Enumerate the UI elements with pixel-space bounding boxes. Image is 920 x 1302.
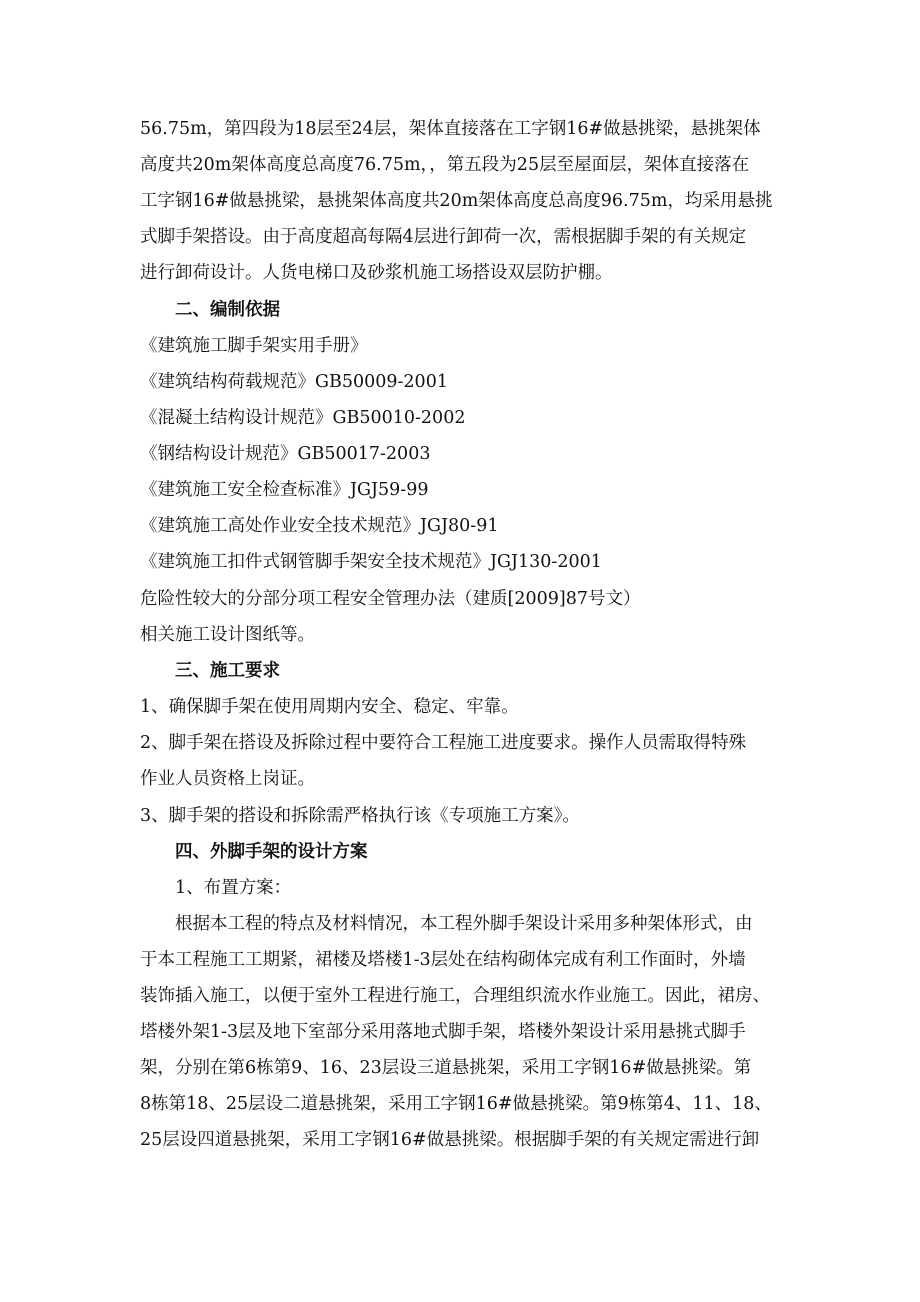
intro-line: 工字钢16#做悬挑梁，悬挑架体高度共20m架体高度总高度96.75m，均采用悬挑 — [140, 191, 773, 211]
reference-item: 相关施工设计图纸等。 — [140, 625, 315, 645]
reference-item: 《建筑结构荷载规范》GB50009-2001 — [140, 372, 448, 392]
reference-item: 危险性较大的分部分项工程安全管理办法（建质[2009]87号文） — [140, 589, 641, 609]
requirement-item: 3、脚手架的搭设和拆除需严格执行该《专项施工方案》。 — [140, 806, 580, 826]
design-paragraph-line: 于本工程施工工期紧，裙楼及塔楼1-3层处在结构砌体完成有利工作面时，外墙 — [140, 950, 746, 970]
design-paragraph-line: 架，分别在第6栋第9、16、23层设三道悬挑架，采用工字钢16#做悬挑梁。第 — [140, 1058, 752, 1078]
reference-item: 《建筑施工高处作业安全技术规范》JGJ80-91 — [140, 516, 499, 536]
reference-item: 《混凝土结构设计规范》GB50010-2002 — [140, 408, 466, 428]
design-paragraph-line: 8栋第18、25层设二道悬挑架，采用工字钢16#做悬挑梁。第9栋第4、11、18、 — [140, 1094, 772, 1114]
intro-line: 高度共20m架体高度总高度76.75m，，第五段为25层至屋面层，架体直接落在 — [140, 155, 750, 175]
design-paragraph-line: 塔楼外架1-3层及地下室部分采用落地式脚手架，塔楼外架设计采用悬挑式脚手 — [140, 1022, 746, 1042]
intro-line: 进行卸荷设计。人货电梯口及砂浆机施工场搭设双层防护棚。 — [140, 263, 613, 283]
intro-line: 56.75m，第四段为18层至24层，架体直接落在工字钢16#做悬挑梁，悬挑架体 — [140, 119, 761, 139]
reference-item: 《钢结构设计规范》GB50017-2003 — [140, 444, 431, 464]
section-heading-requirements: 三、施工要求 — [175, 661, 280, 681]
section-heading-basis: 二、编制依据 — [175, 300, 280, 320]
design-paragraph-line: 25层设四道悬挑架，采用工字钢16#做悬挑梁。根据脚手架的有关规定需进行卸 — [140, 1130, 760, 1150]
reference-item: 《建筑施工安全检查标准》JGJ59-99 — [140, 480, 429, 500]
subsection-heading-layout: 1、布置方案： — [175, 878, 292, 898]
section-heading-design: 四、外脚手架的设计方案 — [175, 842, 368, 862]
intro-line: 式脚手架搭设。由于高度超高每隔4层进行卸荷一次，需根据脚手架的有关规定 — [140, 227, 747, 247]
reference-item: 《建筑施工脚手架实用手册》 — [140, 336, 368, 356]
requirement-item: 1、确保脚手架在使用周期内安全、稳定、牢靠。 — [140, 697, 519, 717]
reference-item: 《建筑施工扣件式钢管脚手架安全技术规范》JGJ130-2001 — [140, 552, 602, 572]
design-paragraph-line: 根据本工程的特点及材料情况，本工程外脚手架设计采用多种架体形式，由 — [175, 914, 753, 934]
requirement-item: 2、脚手架在搭设及拆除过程中要符合工程施工进度要求。操作人员需取得特殊 — [140, 733, 747, 753]
design-paragraph-line: 装饰插入施工，以便于室外工程进行施工，合理组织流水作业施工。因此，裙房、 — [140, 986, 770, 1006]
requirement-item: 作业人员资格上岗证。 — [140, 769, 315, 789]
